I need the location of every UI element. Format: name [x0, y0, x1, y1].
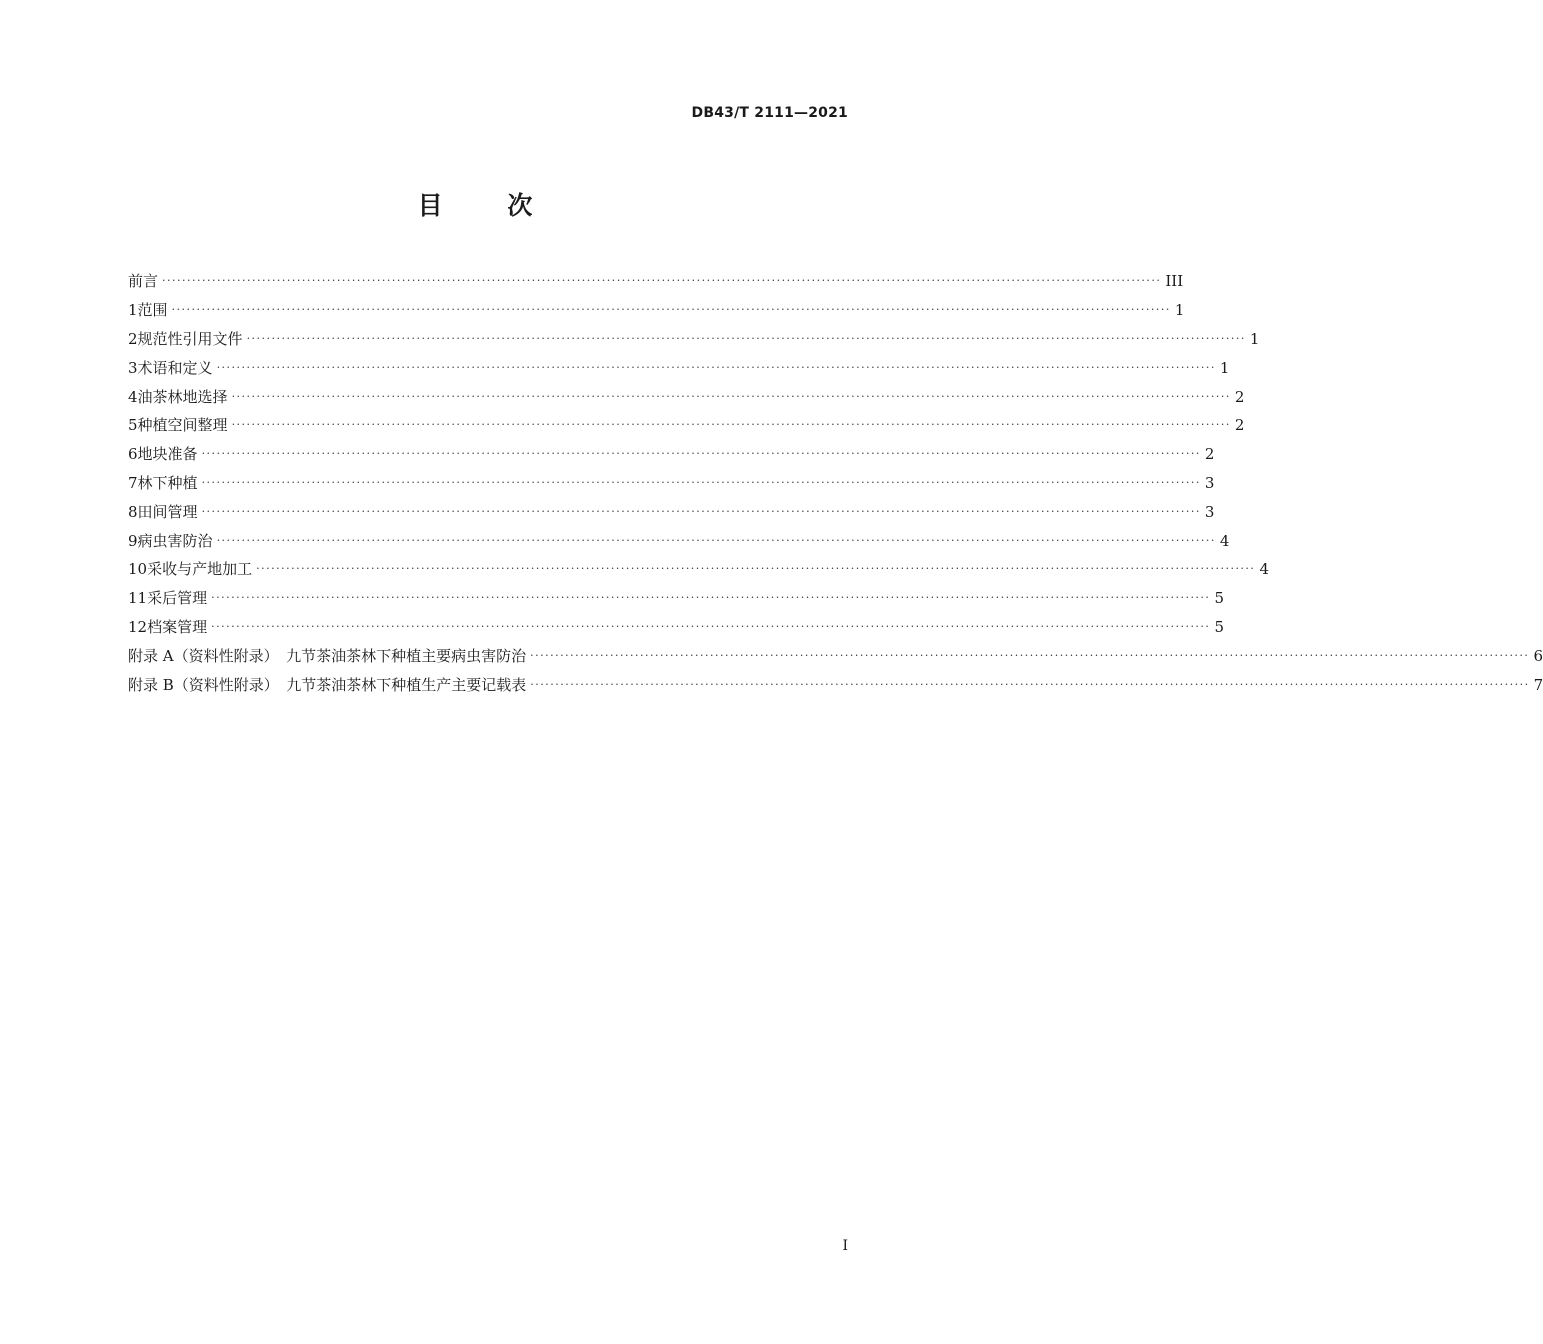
- toc-leader-dots: ········································································································································································································: [201, 475, 1201, 489]
- toc-leader-dots: ········································································································································································································: [256, 562, 1256, 576]
- toc-entry-label: 病虫害防治: [137, 531, 213, 550]
- toc-entry-label: 附录 B（资料性附录） 九节茶油茶林下种植生产主要记载表: [128, 675, 527, 694]
- toc-entry-page: 2: [1234, 387, 1245, 406]
- toc-entry-number: 9: [128, 531, 138, 550]
- toc-entry-label: 术语和定义: [137, 358, 213, 377]
- toc-entry[interactable]: [128, 325, 1260, 354]
- toc-entry-label: 田间管理: [137, 502, 198, 521]
- toc-entry-page: 2: [1204, 445, 1215, 464]
- toc-entry-number: 12: [128, 617, 148, 636]
- toc-entry-number: 3: [128, 358, 138, 377]
- toc-entry-number: 5: [128, 416, 138, 435]
- toc-leader-dots: ········································································································································································································: [211, 591, 1211, 605]
- toc-leader-dots: ········································································································································································································: [201, 447, 1201, 461]
- toc-leader-dots: ········································································································································································································: [216, 533, 1216, 547]
- toc-entry-page: III: [1165, 272, 1184, 291]
- toc-leader-dots: ········································································································································································································: [201, 504, 1201, 518]
- toc-leader-dots: ········································································································································································································: [530, 648, 1530, 662]
- table-of-contents: [128, 267, 1543, 699]
- toc-leader-dots: ········································································································································································································: [231, 418, 1231, 432]
- toc-leader-dots: ········································································································································································································: [162, 274, 1162, 288]
- toc-entry[interactable]: [128, 353, 1230, 382]
- toc-entry[interactable]: [128, 526, 1230, 555]
- toc-entry-page: 4: [1259, 560, 1269, 579]
- toc-entry-number: 10: [128, 560, 148, 579]
- toc-leader-dots: ········································································································································································································: [211, 619, 1211, 633]
- toc-leader-dots: ········································································································································································································: [246, 331, 1246, 345]
- toc-entry[interactable]: [128, 440, 1215, 469]
- toc-entry[interactable]: [128, 469, 1215, 498]
- toc-entry-page: 2: [1234, 416, 1245, 435]
- toc-entry-number: 1: [128, 301, 138, 320]
- toc-entry-page: 1: [1174, 301, 1185, 320]
- toc-entry-label: 前言: [128, 272, 159, 291]
- toc-entry-page: 3: [1204, 473, 1215, 492]
- toc-entry[interactable]: [128, 497, 1215, 526]
- toc-entry-number: 4: [128, 387, 138, 406]
- title-char-2: 次: [507, 191, 533, 220]
- toc-entry[interactable]: [128, 411, 1245, 440]
- toc-entry[interactable]: [128, 267, 1184, 296]
- toc-entry[interactable]: [128, 670, 1543, 699]
- toc-entry-label: 林下种植: [137, 473, 198, 492]
- toc-entry-label: 油茶林地选择: [137, 387, 228, 406]
- title-char-1: 目: [417, 191, 443, 220]
- toc-entry-label: 采收与产地加工: [147, 560, 253, 579]
- toc-leader-dots: ········································································································································································································: [530, 677, 1530, 691]
- toc-entry-label: 范围: [137, 301, 168, 320]
- toc-entry-number: 7: [128, 473, 138, 492]
- toc-leader-dots: ········································································································································································································: [216, 360, 1216, 374]
- toc-entry-page: 3: [1204, 502, 1215, 521]
- toc-entry-label: 档案管理: [147, 617, 208, 636]
- toc-entry-page: 7: [1533, 675, 1543, 694]
- toc-entry-label: 采后管理: [147, 589, 208, 608]
- toc-entry-page: 4: [1219, 531, 1230, 550]
- toc-leader-dots: ········································································································································································································: [171, 303, 1171, 317]
- toc-entry-page: 1: [1249, 329, 1260, 348]
- toc-entry[interactable]: [128, 584, 1224, 613]
- toc-entry-number: 2: [128, 329, 138, 348]
- toc-entry[interactable]: [128, 296, 1185, 325]
- toc-entry-page: 5: [1214, 589, 1224, 608]
- toc-entry-page: 5: [1214, 617, 1224, 636]
- toc-entry-number: 6: [128, 445, 138, 464]
- toc-entry-number: 11: [128, 589, 148, 608]
- toc-entry[interactable]: [128, 382, 1245, 411]
- toc-entry-page: 1: [1219, 358, 1230, 377]
- toc-entry[interactable]: [128, 641, 1543, 670]
- toc-entry[interactable]: [128, 555, 1269, 584]
- page-number: I: [842, 1238, 848, 1254]
- toc-leader-dots: ········································································································································································································: [231, 389, 1231, 403]
- toc-entry-label: 地块准备: [137, 445, 198, 464]
- toc-entry-label: 规范性引用文件: [137, 329, 243, 348]
- toc-entry-page: 6: [1533, 646, 1543, 665]
- toc-entry-label: 种植空间整理: [137, 416, 228, 435]
- toc-entry[interactable]: [128, 613, 1224, 642]
- page-title: [0, 186, 950, 222]
- toc-entry-label: 附录 A（资料性附录） 九节茶油茶林下种植主要病虫害防治: [128, 646, 527, 665]
- document-code: DB43/T 2111—2021: [691, 105, 848, 121]
- toc-entry-number: 8: [128, 502, 138, 521]
